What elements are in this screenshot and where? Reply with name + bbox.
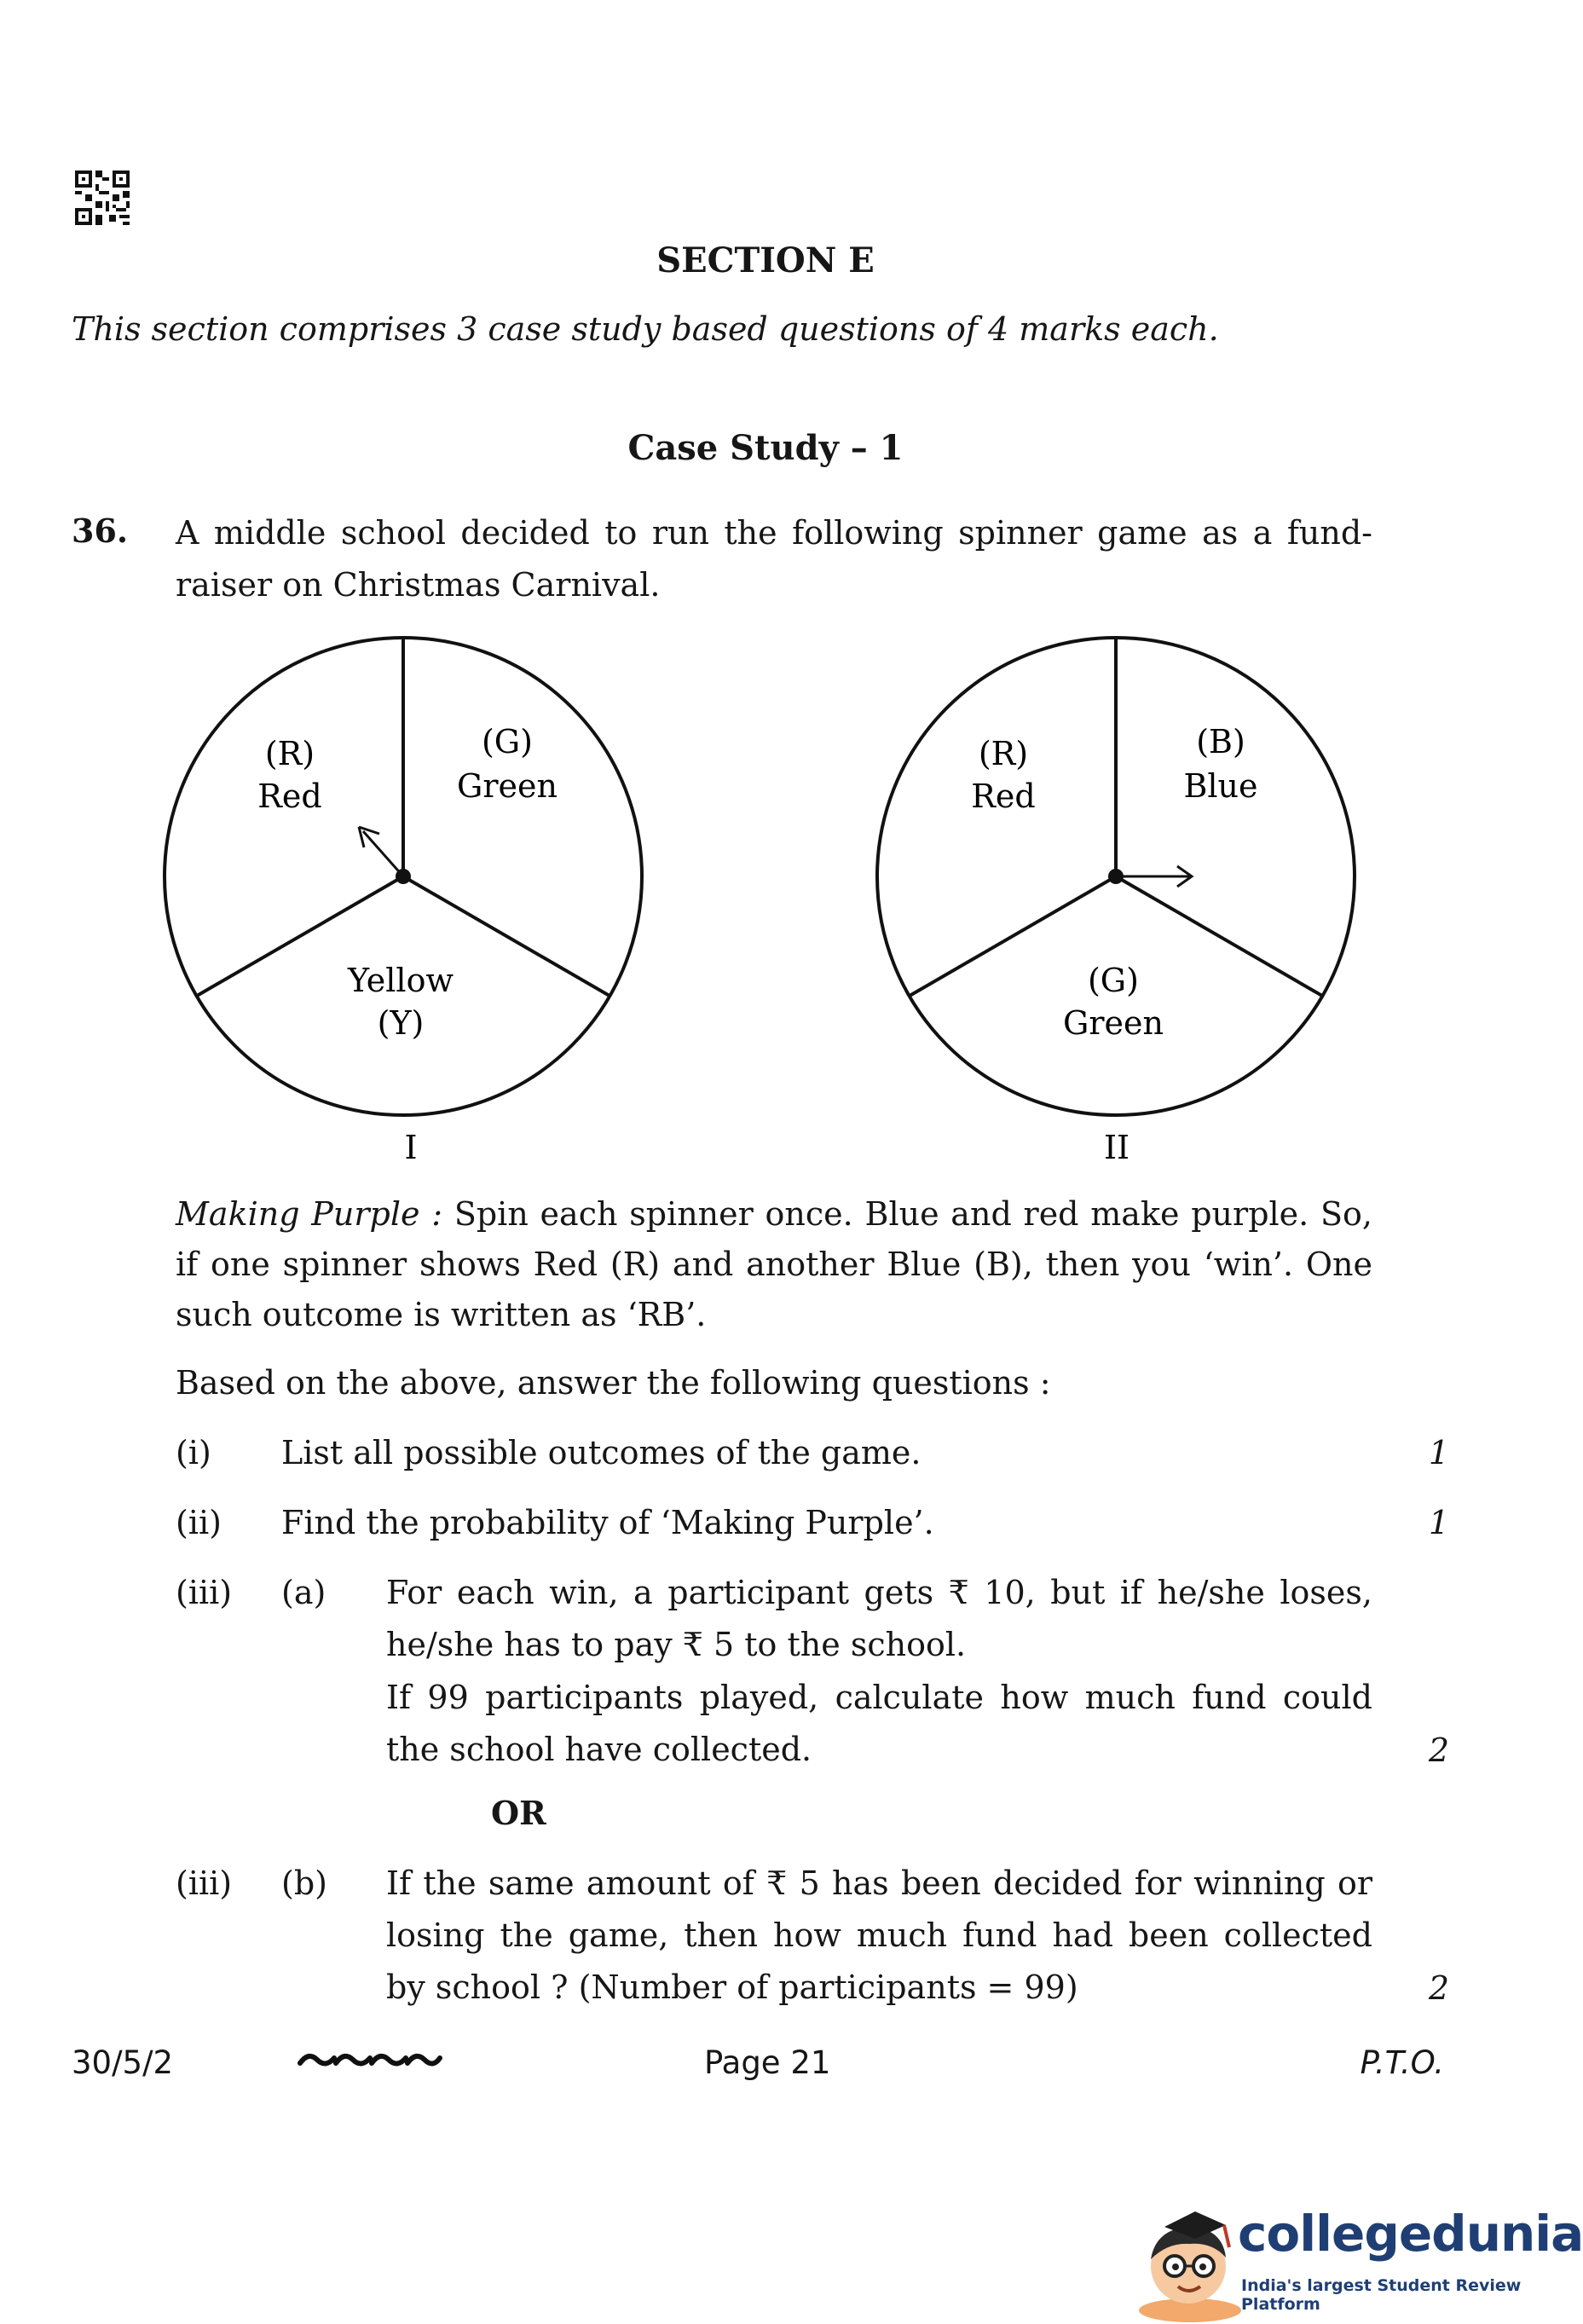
spinner-two-red-name: Red	[971, 778, 1036, 815]
part-iii-b-marks: 2	[1428, 1969, 1449, 2007]
spinner-two-green-name: Green	[1063, 1004, 1164, 1042]
part-iii-b-text: If the same amount of ₹ 5 has been decided for winning or losing the game, then how much fund had been collected by school ? (Number of participants = 99)	[386, 1864, 1372, 2006]
part-iii-a-marks: 2	[1428, 1731, 1449, 1769]
part-ii-number: (ii)	[176, 1504, 222, 1541]
or-label: OR	[491, 1794, 546, 1832]
pto-label: P.T.O.	[1360, 2044, 1444, 2081]
part-iii-b-sub: (b)	[281, 1864, 327, 1902]
section-description: This section comprises 3 case study based questions of 4 marks each.	[72, 310, 1219, 348]
based-on-text: Based on the above, answer the following questions :	[176, 1364, 1051, 1402]
spinner-two-blue-name: Blue	[1183, 767, 1258, 805]
part-ii-text: Find the probability of ‘Making Purple’.	[281, 1504, 934, 1541]
spinner-one-yellow-letter: (Y)	[377, 1004, 425, 1042]
spinner-one-caption: I	[404, 1129, 418, 1166]
part-iii-a-text-two: If 99 participants played, calculate how much fund could the school have collected.	[386, 1679, 1372, 1768]
spinner-one-red-name: Red	[257, 778, 322, 815]
spinner-one	[0, 0, 1522, 1194]
spinner-two-green-letter: (G)	[1087, 962, 1140, 999]
making-purple-text: Spin each spinner once. Blue and red make purple. So, if one spinner shows Red (R) and another Blue (B), then you ‘win’. One such outcome is written as ‘RB’.	[176, 1195, 1372, 1333]
part-iii-a-text-one: For each win, a participant gets ₹ 10, but if he/she loses, he/she has to pay ₹ 5 to the school.	[386, 1574, 1372, 1663]
watermark-tagline: India's largest Student Review Platform	[1241, 2276, 1522, 2314]
spinner-one-yellow-name: Yellow	[348, 962, 454, 999]
spinner-one-red-letter: (R)	[264, 735, 315, 772]
spinner-two-red-letter: (R)	[978, 735, 1029, 772]
question-intro: A middle school decided to run the following spinner game as a fund-raiser on Christmas Carnival.	[176, 514, 1372, 604]
part-ii-marks: 1	[1428, 1504, 1449, 1541]
part-iii-b-number: (iii)	[176, 1864, 233, 1902]
tilde-ornament-icon	[297, 2046, 442, 2073]
case-study-title: Case Study – 1	[627, 428, 904, 468]
spinner-one-green-letter: (G)	[481, 723, 534, 760]
making-purple-paragraph	[176, 1189, 1372, 1340]
question-number: 36.	[72, 512, 129, 550]
spinner-one-green-name: Green	[457, 767, 558, 805]
mascot-logo-icon	[1130, 2191, 1250, 2319]
part-i-marks: 1	[1428, 1434, 1449, 1471]
part-i-number: (i)	[176, 1434, 211, 1471]
part-iii-a-number: (iii)	[176, 1574, 233, 1611]
part-iii-a-sub: (a)	[281, 1574, 326, 1611]
spinner-two-caption: II	[1103, 1129, 1130, 1166]
paper-code: 30/5/2	[72, 2044, 174, 2081]
part-i-text: List all possible outcomes of the game.	[281, 1434, 921, 1471]
spinner-two-blue-letter: (B)	[1196, 723, 1245, 760]
section-title: SECTION E	[656, 240, 875, 280]
watermark-brand: collegedunia	[1238, 2205, 1583, 2263]
making-purple-label: Making Purple :	[176, 1195, 443, 1233]
page-number: Page 21	[704, 2044, 831, 2081]
